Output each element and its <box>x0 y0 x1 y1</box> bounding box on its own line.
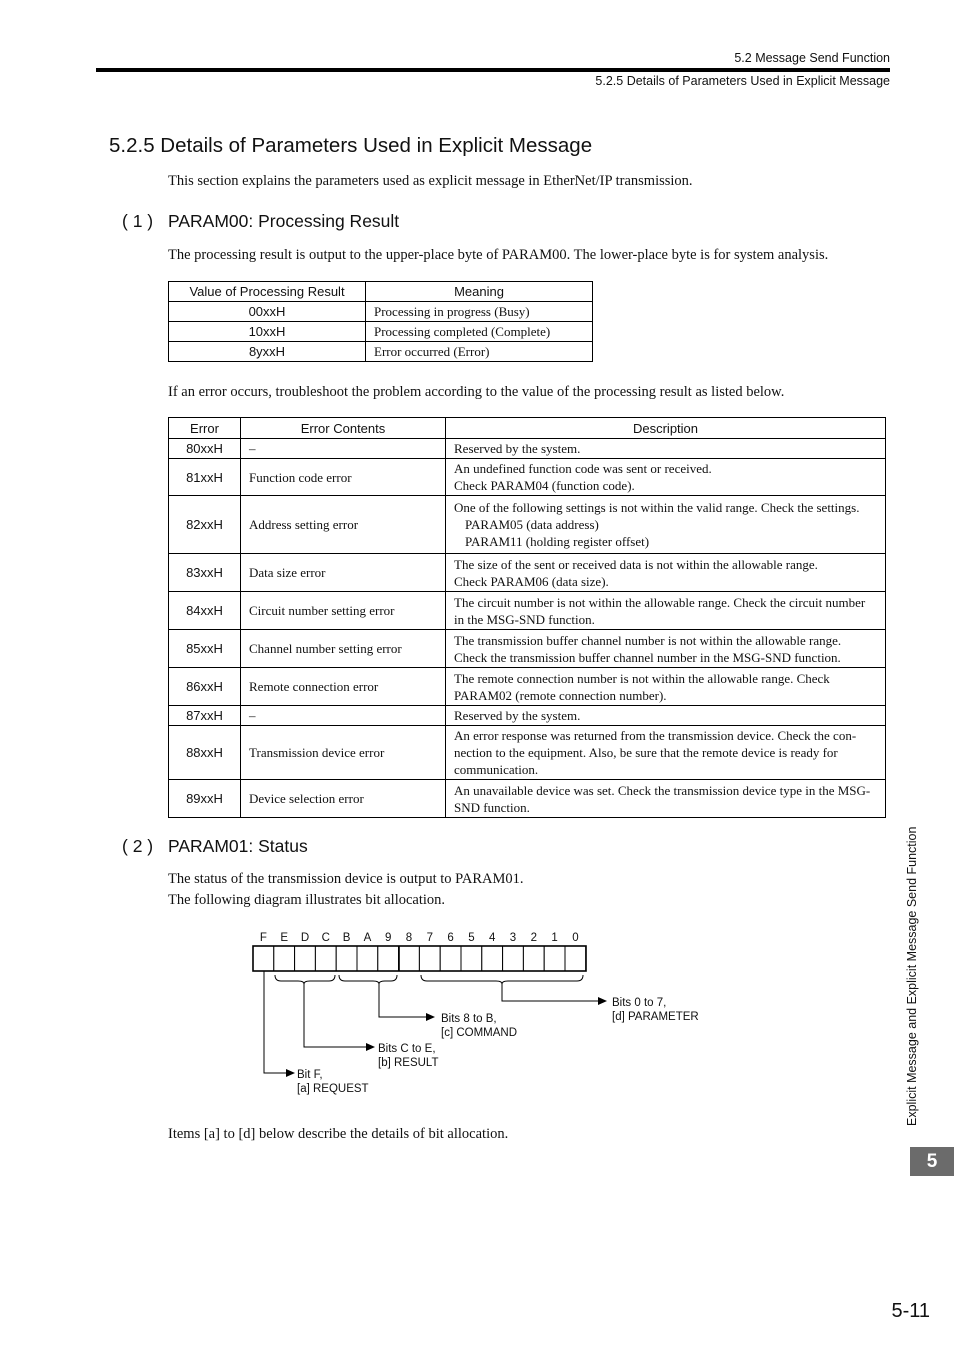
error-description-cell <box>446 496 886 554</box>
description-line: The circuit number is not within the allowable range. Check the circuit number in the MSG-SND function. <box>454 594 866 627</box>
table-header-cell: Error <box>169 418 241 439</box>
description-line: An unavailable device was set. Check the transmission device type in the MSG-SND function. <box>454 782 871 815</box>
intro-paragraph: This section explains the parameters used as explicit message in EtherNet/IP transmission. <box>168 173 693 189</box>
bit-cell <box>357 946 378 971</box>
result-value-cell: 10xxH <box>169 322 366 342</box>
error-description-cell <box>446 592 886 630</box>
description-line: The transmission buffer channel number is not within the allowable range. Check the transmission buffer channel number in the MSG-SND function. <box>454 632 842 665</box>
result-meaning-cell: Processing completed (Complete) <box>366 322 593 342</box>
result-value-cell: 8yxxH <box>169 342 366 362</box>
bits-8-b-name: [c] COMMAND <box>441 1027 518 1039</box>
sec2-paragraph-3: Items [a] to [d] below describe the details of bit allocation. <box>168 1126 509 1142</box>
description-line: PARAM11 (holding register offset) <box>465 534 650 549</box>
table-row <box>169 630 886 668</box>
leader-bits-0-7 <box>502 984 598 1001</box>
description-line: An error response was returned from the transmission device. Check the con-nection to the equipment. Also, be sure that the remote device is ready for communication. <box>454 728 857 777</box>
bit-cell <box>378 946 399 971</box>
sec2-paragraph-2: The following diagram illustrates bit allocation. <box>168 892 446 908</box>
error-contents-cell: Device selection error <box>241 780 446 818</box>
description-line: Check PARAM06 (data size). <box>454 573 609 589</box>
bit-allocation-diagram <box>240 920 720 1100</box>
table-header-row <box>169 418 886 439</box>
error-code-cell: 85xxH <box>169 630 241 668</box>
bit-cell <box>503 946 524 971</box>
header-rule <box>96 68 890 72</box>
bit-label: 5 <box>468 932 475 944</box>
description-line: One of the following settings is not within the valid range. Check the settings. <box>454 500 860 515</box>
bit-label: A <box>363 932 372 944</box>
table-row <box>169 780 886 818</box>
arrow-bits-0-7 <box>598 997 607 1005</box>
brace-bits-8-b <box>339 975 397 984</box>
error-description-cell <box>446 439 886 459</box>
description-line: Reserved by the system. <box>454 708 581 723</box>
bit-label: C <box>321 932 330 944</box>
table-row <box>169 439 886 459</box>
header-subsection: 5.2.5 Details of Parameters Used in Explicit Message <box>595 74 890 88</box>
bit-label: 1 <box>551 932 558 944</box>
error-contents-cell: Circuit number setting error <box>241 592 446 630</box>
bits-c-e-name: [b] RESULT <box>378 1057 439 1069</box>
leader-bits-c-e <box>304 984 366 1047</box>
arrow-bits-8-b <box>426 1013 435 1021</box>
bit-f-name: [a] REQUEST <box>297 1083 369 1095</box>
result-value-cell: 00xxH <box>169 302 366 322</box>
table-header-row <box>169 282 593 302</box>
table-row <box>169 668 886 706</box>
bit-label: B <box>342 932 351 944</box>
bit-label: F <box>259 932 267 944</box>
bit-label: 9 <box>384 932 392 944</box>
description-line: An undefined function code was sent or received. <box>454 461 712 476</box>
bits-c-e-range: Bits C to E, <box>378 1043 436 1055</box>
bit-cell <box>399 946 420 971</box>
result-meaning-cell: Error occurred (Error) <box>366 342 593 362</box>
subsection-2-title: PARAM01: Status <box>168 836 308 856</box>
error-code-table <box>168 417 886 818</box>
bit-label: 4 <box>488 932 496 944</box>
bit-label: 7 <box>426 932 434 944</box>
bit-cell <box>523 946 544 971</box>
arrow-bit-f <box>286 1069 295 1077</box>
sec2-paragraph-1: The status of the transmission device is output to PARAM01. <box>168 871 524 887</box>
bit-label: 3 <box>509 932 517 944</box>
brace-bits-c-e <box>275 975 335 984</box>
table-header-cell: Meaning <box>366 282 593 302</box>
bit-f-range: Bit F, <box>297 1069 323 1081</box>
sec1-paragraph-2: If an error occurs, troubleshoot the problem according to the value of the processing result as listed below. <box>168 384 785 400</box>
error-code-cell: 88xxH <box>169 726 241 780</box>
bit-label: 2 <box>530 932 538 944</box>
leader-bits-8-b <box>379 984 426 1017</box>
table-row <box>169 554 886 592</box>
table-row <box>169 726 886 780</box>
error-code-cell: 86xxH <box>169 668 241 706</box>
error-code-cell: 81xxH <box>169 459 241 496</box>
table-header-cell: Description <box>446 418 886 439</box>
table-row <box>169 342 593 362</box>
error-contents-cell: – <box>241 706 446 726</box>
error-contents-cell: Channel number setting error <box>241 630 446 668</box>
error-contents-cell: Address setting error <box>241 496 446 554</box>
error-description-cell <box>446 780 886 818</box>
error-description-cell <box>446 726 886 780</box>
table-row <box>169 459 886 496</box>
error-code-cell: 84xxH <box>169 592 241 630</box>
table-header-cell: Error Contents <box>241 418 446 439</box>
sec1-paragraph-1: The processing result is output to the upper-place byte of PARAM00. The lower-place byte is for system analysis. <box>168 247 829 263</box>
bit-cell <box>544 946 565 971</box>
bits-0-7-name: [d] PARAMETER <box>612 1011 699 1023</box>
error-contents-cell: Transmission device error <box>241 726 446 780</box>
bit-label: 8 <box>405 932 413 944</box>
result-meaning-cell: Processing in progress (Busy) <box>366 302 593 322</box>
error-description-cell <box>446 554 886 592</box>
table-row <box>169 322 593 342</box>
bit-label: D <box>300 932 310 944</box>
error-contents-cell: – <box>241 439 446 459</box>
bit-cell <box>315 946 336 971</box>
error-code-cell: 82xxH <box>169 496 241 554</box>
bit-cell <box>565 946 586 971</box>
processing-result-table <box>168 281 593 362</box>
chapter-sidebar-title: Explicit Message and Explicit Message Send Function <box>905 826 919 1126</box>
description-line: Check PARAM04 (function code). <box>454 478 635 493</box>
bits-0-7-range: Bits 0 to 7, <box>612 997 667 1009</box>
subsection-2-number: ( 2 ) <box>122 836 154 856</box>
error-description-cell <box>446 668 886 706</box>
bit-cell <box>440 946 461 971</box>
subsection-1-title: PARAM00: Processing Result <box>168 211 400 231</box>
table-row <box>169 592 886 630</box>
table-header-cell: Value of Processing Result <box>169 282 366 302</box>
error-code-cell: 80xxH <box>169 439 241 459</box>
error-contents-cell: Function code error <box>241 459 446 496</box>
error-contents-cell: Remote connection error <box>241 668 446 706</box>
page-number: 5-11 <box>891 1300 930 1322</box>
arrow-bits-c-e <box>366 1043 375 1051</box>
description-line: PARAM05 (data address) <box>465 517 599 532</box>
leader-bit-f <box>264 971 286 1073</box>
bit-cell <box>295 946 316 971</box>
header-section: 5.2 Message Send Function <box>734 51 890 65</box>
brace-bits-0-7 <box>421 975 583 984</box>
description-line: The size of the sent or received data is not within the allowable range. <box>454 556 818 572</box>
bit-cell <box>461 946 482 971</box>
bit-cell <box>419 946 440 971</box>
table-row <box>169 302 593 322</box>
bit-cell <box>336 946 357 971</box>
bit-cell <box>482 946 503 971</box>
bits-8-b-range: Bits 8 to B, <box>441 1013 497 1025</box>
section-heading: 5.2.5 Details of Parameters Used in Explicit Message <box>109 134 593 157</box>
table-row <box>169 706 886 726</box>
error-description-cell <box>446 630 886 668</box>
error-code-cell: 87xxH <box>169 706 241 726</box>
subsection-1-heading <box>122 211 399 232</box>
error-description-cell <box>446 459 886 496</box>
error-code-cell: 83xxH <box>169 554 241 592</box>
bit-cell <box>274 946 295 971</box>
error-code-cell: 89xxH <box>169 780 241 818</box>
description-line: Reserved by the system. <box>454 441 581 456</box>
bit-cell <box>253 946 274 971</box>
bit-label: 6 <box>447 932 454 944</box>
subsection-1-number: ( 1 ) <box>122 211 154 231</box>
chapter-tab: 5 <box>910 1147 954 1176</box>
error-description-cell <box>446 706 886 726</box>
error-contents-cell: Data size error <box>241 554 446 592</box>
description-line: The remote connection number is not within the allowable range. Check PARAM02 (remote connection number). <box>454 670 830 703</box>
table-row <box>169 496 886 554</box>
bit-label: 0 <box>572 932 579 944</box>
bit-label: E <box>280 932 289 944</box>
subsection-2-heading <box>122 836 308 857</box>
